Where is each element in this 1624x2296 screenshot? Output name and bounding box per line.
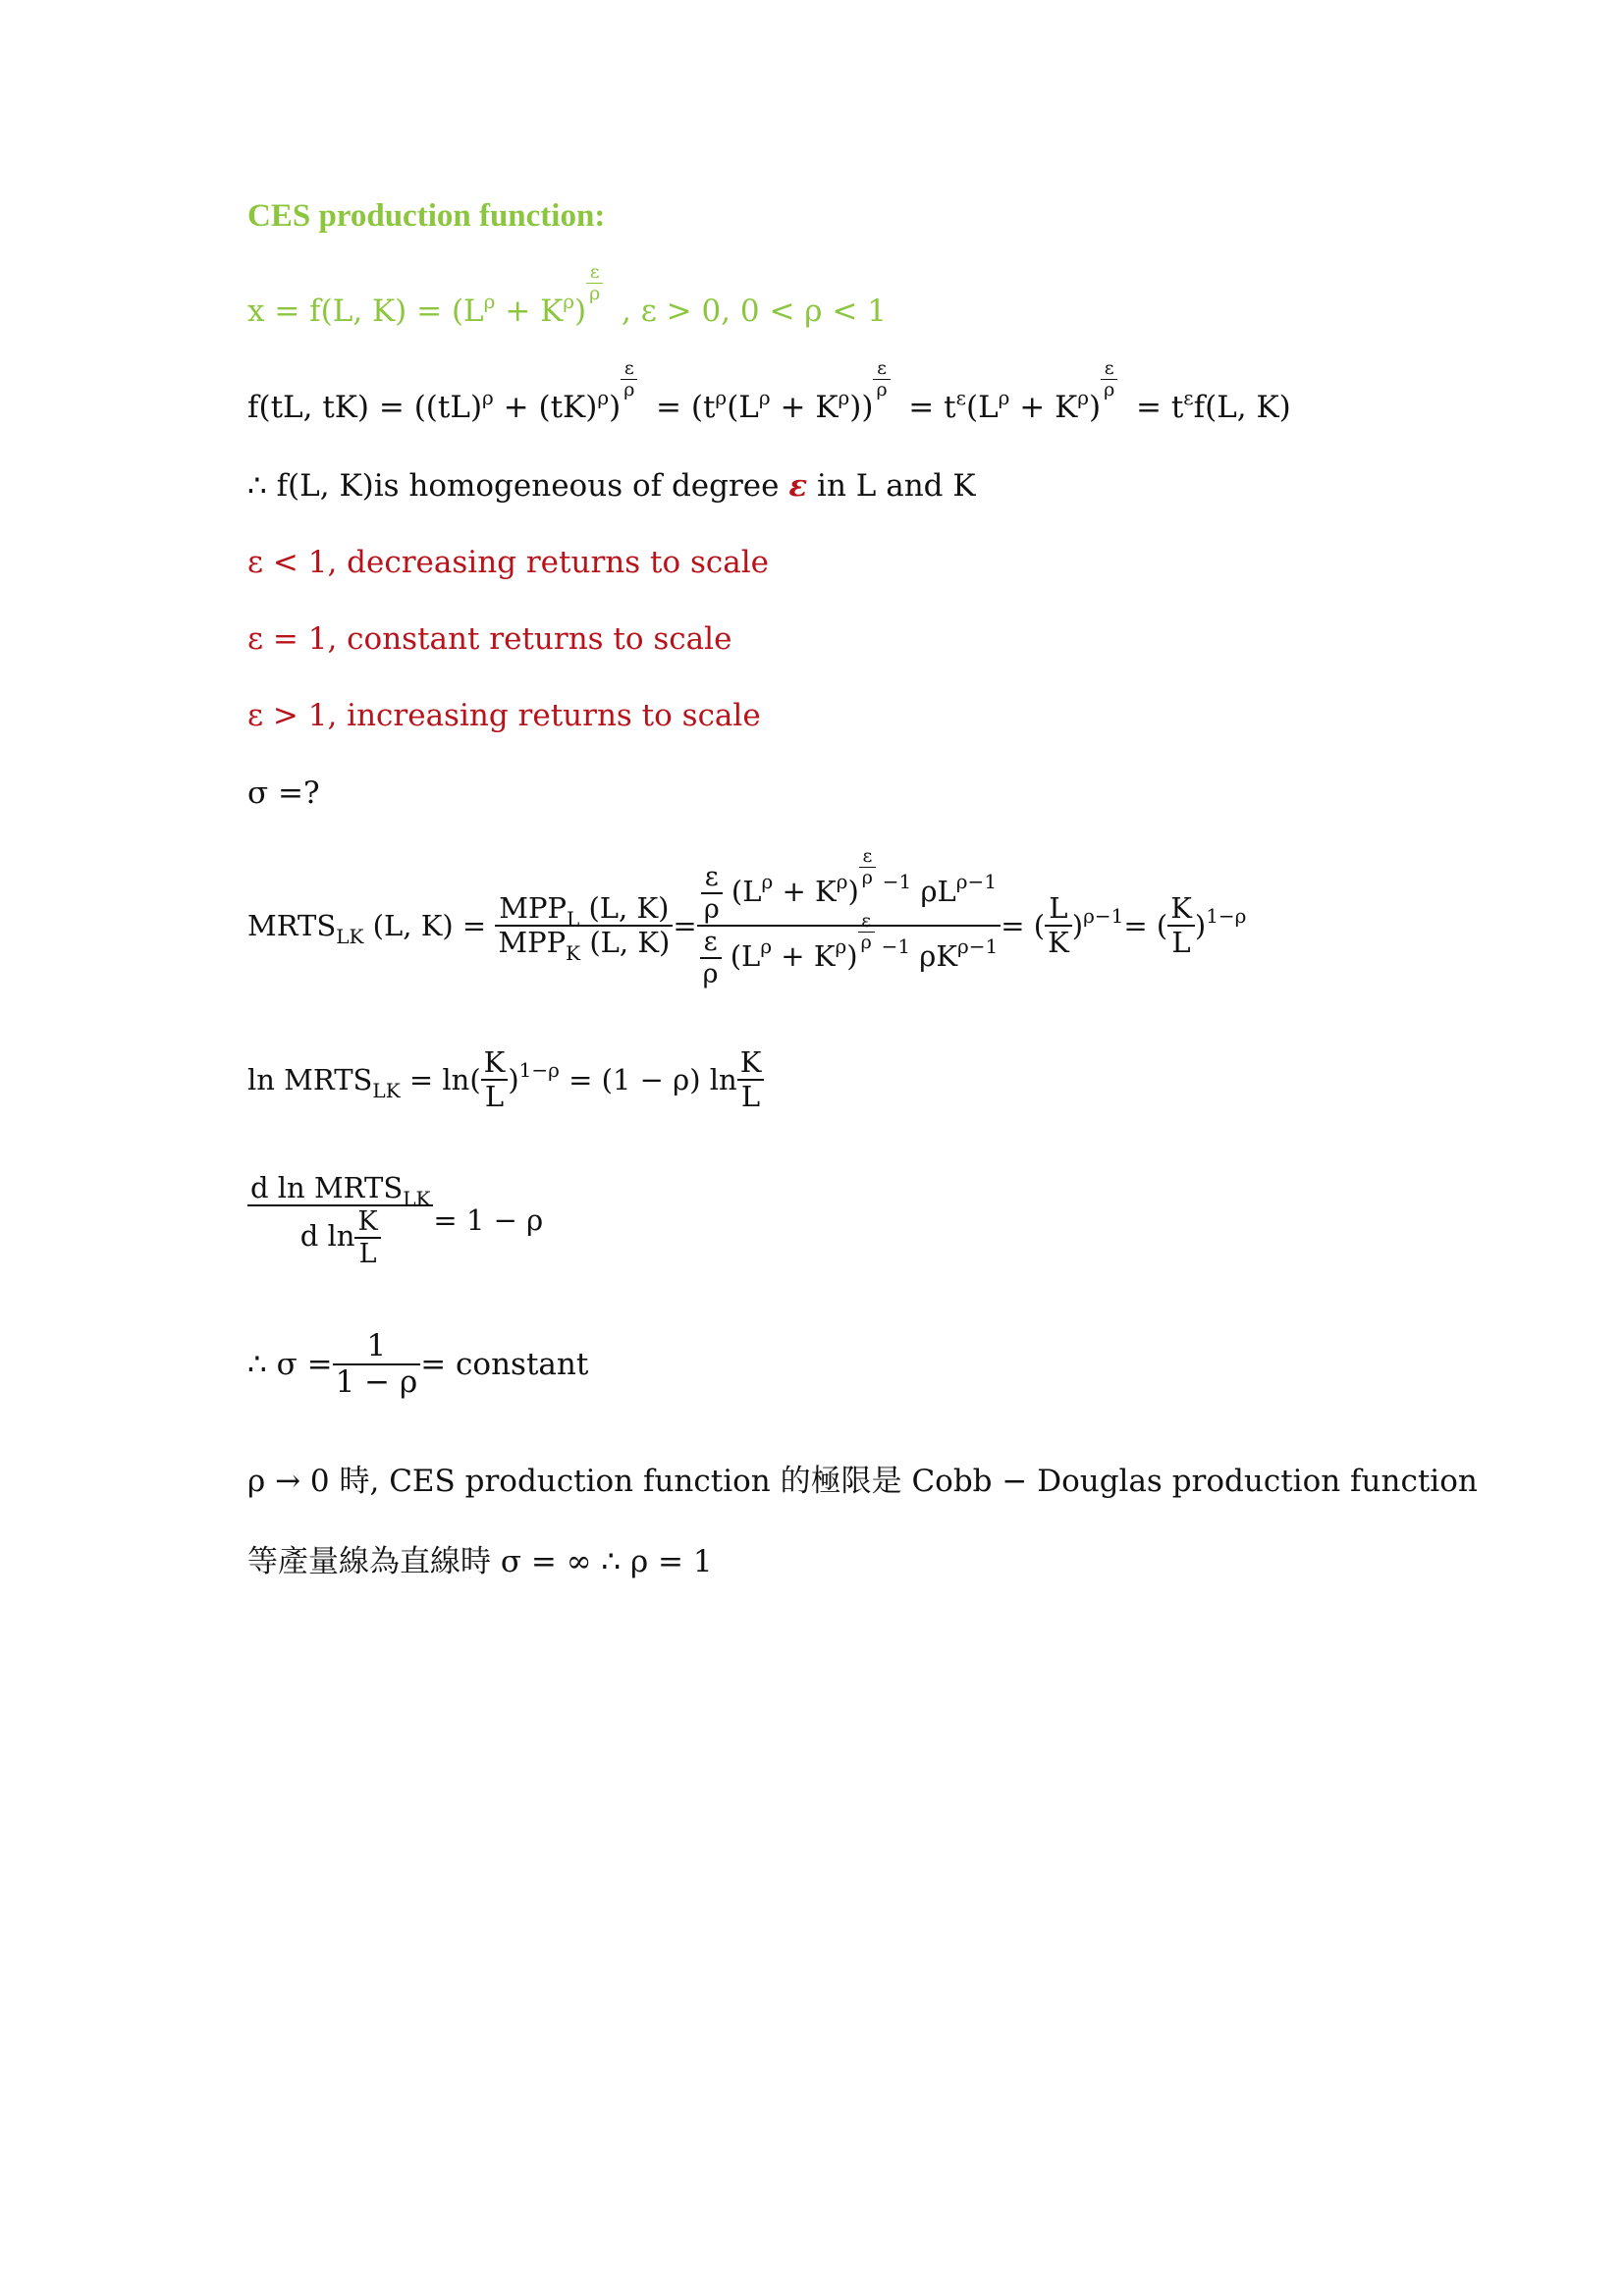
cobb-douglas-limit: ρ → 0 時, CES production function 的極限是 Cobb − Douglas production function	[247, 1464, 1478, 1499]
elasticity-derivative: d $\ln MRTS_{LK}$ d ln $\frac{K}{L}$ = 1 − ρ	[247, 1174, 543, 1267]
returns-constant: ε = 1, constant returns to scale	[247, 621, 732, 657]
sigma-question: σ =?	[247, 775, 320, 811]
homogeneity-statement: ∴ f(L, K)is homogeneous of degree ε in L and K	[247, 468, 976, 504]
degree-epsilon: ε	[788, 468, 808, 504]
returns-decreasing: ε < 1, decreasing returns to scale	[247, 545, 769, 580]
linear-isoquant-note: 等產量線為直線時 σ = ∞ ∴ ρ = 1	[247, 1544, 713, 1579]
section-title: CES production function:	[247, 198, 606, 234]
ln-mrts-equation: $\ln MRTS_{LK} = \ln$( $\frac{K}{L}$ )$^{1-\rho}$ = (1 − ρ) ln $\frac{K}{L}$	[247, 1048, 764, 1111]
returns-increasing: ε > 1, increasing returns to scale	[247, 698, 761, 733]
sigma-constant: ∴ σ = $\frac{1}{1 - \rho}$ = constant	[247, 1328, 589, 1400]
mrts-equation: $MRTS_{LK}$ (L, K) = $\frac{MPP_L (L, K)}{MPP_K (L, K)}$ = $\frac{\varepsilon}{\rho}$ $(L^\rho + K^\rho)$ ε ρ $^{-1}$ $\rho L^{\rho-1}$ $\frac{\varepsilon}{\rho}$ $(L^\rho + K^\rho)$ ε ρ $^{-1}$ $\rho K^{\rho-1}$ = ( $\frac{L}{K}$ )$^{\rho-1}$= ( $\frac{K}{L}$ )$^{1-\rho}$	[247, 845, 1247, 989]
ces-function-equation: x = f(L, $K) = (L^\rho + K^\rho)$ ε ρ , ε > 0, 0 < ρ < 1	[247, 261, 887, 329]
homogeneity-derivation: f(tL, tK) = ((tL)$^\rho$ + (tK)$^\rho$) ε ρ = $(t^\rho(L^\rho + K^\rho))$ ε ρ = $t^\varepsilon(L^\rho + K^\rho)$ ε ρ = $t^\varepsilon f(L$, K)	[247, 357, 1291, 425]
